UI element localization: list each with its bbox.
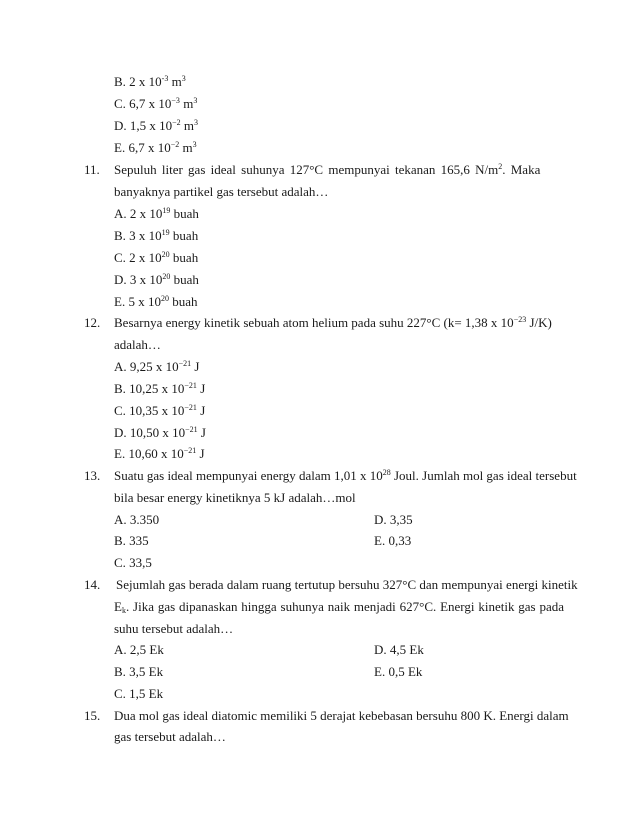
q10-option-e: E. 6,7 x $10^{-2}$ $m^3$ xyxy=(114,140,197,155)
q13-option-b: B. 335 xyxy=(114,533,149,548)
q12-option-e: E. 10,60 x $10^{-21}$ J xyxy=(114,446,205,461)
q13-option-a: A. 3.350 xyxy=(114,512,160,527)
q11-option-d: D. 3 x $10^{20}$ buah xyxy=(114,272,199,287)
q11-option-b: B. 3 x $10^{19}$ buah xyxy=(114,228,199,243)
q15-text-line2: gas tersebut adalah… xyxy=(114,729,226,744)
q14-option-a: A. 2,5 Ek xyxy=(114,642,164,657)
q14-option-d: D. 4,5 Ek xyxy=(374,642,424,657)
q10-option-c: C. 6,7 x $10^{-3}$ $m^3$ xyxy=(114,96,198,111)
q11-option-a: A. 2 x $10^{19}$ buah xyxy=(114,206,199,221)
q13-option-c: C. 33,5 xyxy=(114,555,152,570)
q14-option-b: B. 3,5 Ek xyxy=(114,664,164,679)
q14-text-line1: Sejumlah gas berada dalam ruang tertutup bersuhu 327°C dan mempunyai energi kinetik xyxy=(116,577,578,592)
q15-text-line1: Dua mol gas ideal diatomic memiliki 5 derajat kebebasan bersuhu 800 K. Energi dalam xyxy=(114,708,569,723)
q14-number: 14. xyxy=(84,577,101,592)
q14-text-line3: suhu tersebut adalah… xyxy=(114,621,234,636)
q12-text-line1: Besarnya energy kinetik sebuah atom helium pada suhu 227°C (k= 1,38 x $10^{-23}$ J/K) xyxy=(114,315,552,330)
q12-option-a: A. 9,25 x $10^{-21}$ J xyxy=(114,359,200,374)
q14-option-c: C. 1,5 Ek xyxy=(114,686,164,701)
q14-option-e: E. 0,5 Ek xyxy=(374,664,423,679)
q11-text-line2: banyaknya partikel gas tersebut adalah… xyxy=(114,184,329,199)
q10-option-d: D. 1,5 x $10^{-2}$ $m^3$ xyxy=(114,118,199,133)
q13-number: 13. xyxy=(84,468,101,483)
q13-option-d: D. 3,35 xyxy=(374,512,413,527)
q15-number: 15. xyxy=(84,708,101,723)
q12-option-b: B. 10,25 x $10^{-21}$ J xyxy=(114,381,206,396)
q12-text-line2: adalah… xyxy=(114,337,161,352)
q11-number: 11. xyxy=(84,162,100,177)
q11-text-line1: Sepuluh liter gas ideal suhunya 127°C mempunyai tekanan 165,6 $N/m^2$. Maka xyxy=(114,162,541,177)
q12-option-d: D. 10,50 x $10^{-21}$ J xyxy=(114,425,206,440)
q12-number: 12. xyxy=(84,315,101,330)
q13-text-line2: bila besar energy kinetiknya 5 kJ adalah…mol xyxy=(114,490,356,505)
q11-option-c: C. 2 x $10^{20}$ buah xyxy=(114,250,199,265)
q12-option-c: C. 10,35 x $10^{-21}$ J xyxy=(114,403,206,418)
q10-option-b: B. 2 x $10^{-3}$ $m^3$ xyxy=(114,74,186,89)
q13-option-e: E. 0,33 xyxy=(374,533,412,548)
q11-option-e: E. 5 x $10^{20}$ buah xyxy=(114,294,198,309)
q14-text-line2: $E_k$. Jika gas dipanaskan hingga suhunya naik menjadi 627°C. Energi kinetik gas pada xyxy=(114,599,564,615)
q13-text-line1: Suatu gas ideal mempunyai energy dalam 1,01 x $10^{28}$ Joul. Jumlah mol gas ideal tersebut xyxy=(114,468,577,483)
